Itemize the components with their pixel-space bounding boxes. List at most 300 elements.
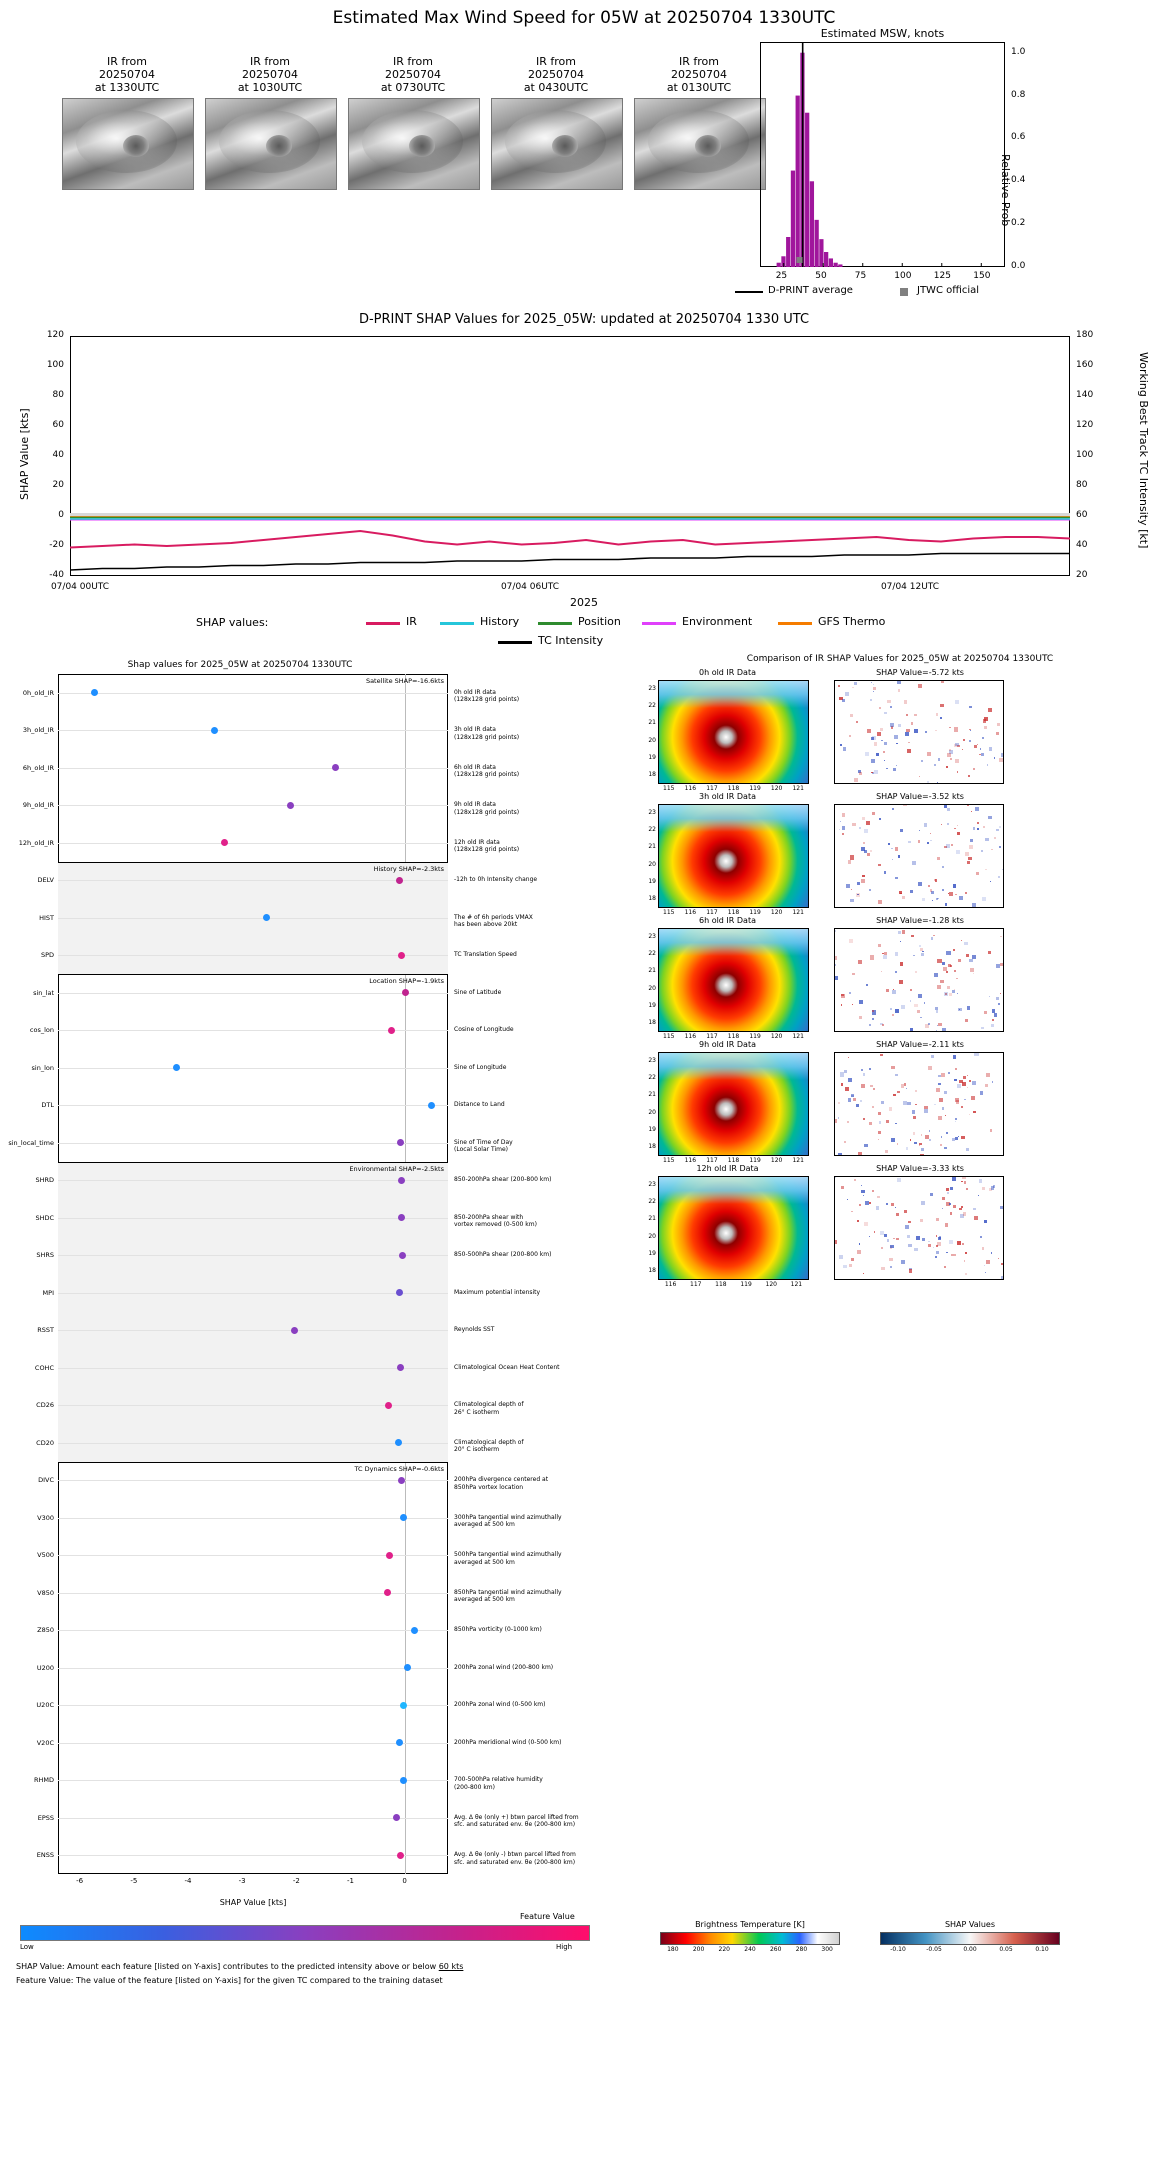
ir-ytick: 22 xyxy=(648,950,656,957)
beeswarm-feature-label: SHRD xyxy=(35,1176,54,1185)
panel-overview xyxy=(0,0,1168,300)
ir-xtick: 119 xyxy=(740,1281,752,1288)
shap-colorbar-tick: -0.05 xyxy=(926,1946,942,1953)
legend-label-intensity: TC Intensity xyxy=(538,634,604,647)
ir-thumb-6h-caption: IR from 20250704 at 0730UTC xyxy=(380,55,446,94)
beeswarm-gridline xyxy=(58,843,448,844)
beeswarm-point xyxy=(396,1739,403,1746)
beeswarm-point xyxy=(396,877,403,884)
ir-ytick: 21 xyxy=(648,967,656,975)
beeswarm-point xyxy=(173,1064,180,1071)
ir-xtick: 115 xyxy=(663,1033,675,1040)
beeswarm-gridline xyxy=(58,1330,448,1331)
ir-xtick: 115 xyxy=(663,1157,675,1164)
ir-ytick: 23 xyxy=(648,1180,656,1188)
beeswarm-feature-label: HIST xyxy=(39,913,54,922)
ir-thumb-9h xyxy=(491,55,621,190)
ir-xtick: 118 xyxy=(727,909,740,916)
ir-shap-map xyxy=(834,1052,1004,1156)
ir-ytick: 23 xyxy=(648,932,656,940)
beeswarm-feature-label: SPD xyxy=(40,951,54,960)
legend-label-history: History xyxy=(480,615,520,628)
beeswarm-gridline xyxy=(58,1818,448,1819)
dprint-legend-label: D-PRINT average xyxy=(768,285,853,296)
ir-xtick: 115 xyxy=(663,909,675,916)
beeswarm-feature-desc: TC Translation Speed xyxy=(454,951,517,959)
legend-swatch-environment xyxy=(642,622,676,625)
ir-xtick: 119 xyxy=(749,785,761,792)
beeswarm-feature-desc: 850-200hPa shear with vortex removed (0-500 km) xyxy=(454,1213,537,1229)
ir-data-title: 3h old IR Data xyxy=(698,792,756,801)
legend-swatch-gfs xyxy=(778,622,812,625)
ir-shap-title: SHAP Value=-3.52 kts xyxy=(876,792,964,801)
histogram-x-tick: 25 xyxy=(775,271,788,281)
ir-xtick: 118 xyxy=(727,785,740,792)
beeswarm-feature-desc: -12h to 0h Intensity change xyxy=(454,876,538,884)
ir-xtick: 116 xyxy=(684,785,697,792)
ir-ytick: 22 xyxy=(648,826,656,833)
histogram-bars xyxy=(760,42,1005,267)
beeswarm-feature-label: V850 xyxy=(37,1588,54,1597)
ir-xtick: 118 xyxy=(715,1281,727,1288)
histogram-y-tick: 0.8 xyxy=(1011,89,1026,100)
beeswarm-xtick: -4 xyxy=(184,1877,192,1885)
beeswarm-gridline xyxy=(58,1518,448,1519)
ir-thumb-0h xyxy=(62,55,192,190)
beeswarm-gridline xyxy=(58,1180,448,1181)
legend-label-gfs: GFS Thermo xyxy=(818,615,886,628)
bt-colorbar-title: Brightness Temperature [K] xyxy=(695,1920,805,1929)
beeswarm-gridline xyxy=(58,1705,448,1706)
beeswarm-feature-label: V300 xyxy=(37,1513,54,1522)
ir-comparison-title: Comparison of IR SHAP Values for 2025_05W at 20250704 1330UTC xyxy=(746,654,1054,664)
colorbar-title: Feature Value xyxy=(520,1912,575,1921)
ir-ytick: 19 xyxy=(648,754,656,761)
beeswarm-gridline xyxy=(58,1368,448,1369)
ir-ytick: 20 xyxy=(648,1108,656,1116)
ir-shap-map xyxy=(834,804,1004,908)
ir-ytick: 19 xyxy=(648,1250,656,1257)
beeswarm-feature-desc: 200hPa zonal wind (0-500 km) xyxy=(454,1701,546,1709)
ir-xtick: 121 xyxy=(792,1033,804,1040)
timeseries-ytick-right: 100 xyxy=(1076,450,1094,460)
beeswarm-point xyxy=(91,689,98,696)
beeswarm-group-divider xyxy=(58,974,448,975)
beeswarm-feature-label: DTL xyxy=(41,1101,54,1110)
beeswarm-point xyxy=(396,1289,403,1296)
ir-ytick: 18 xyxy=(648,1143,656,1151)
legend-label-environment: Environment xyxy=(682,615,753,628)
colorbar-low-label: Low xyxy=(20,1943,34,1951)
beeswarm-gridline xyxy=(58,805,448,806)
timeseries-ytick-left: 0 xyxy=(58,510,64,520)
ir-xtick: 119 xyxy=(749,1033,761,1040)
beeswarm-point xyxy=(388,1027,395,1034)
ir-ytick: 19 xyxy=(648,1002,656,1009)
beeswarm-feature-desc: 850-200hPa shear (200-800 km) xyxy=(454,1176,552,1184)
beeswarm-feature-label: cos_lon xyxy=(29,1026,54,1035)
ir-thumb-6h-image xyxy=(348,98,480,190)
bt-colorbar-tick: 200 xyxy=(692,1946,705,1953)
beeswarm-feature-label: U200 xyxy=(36,1663,54,1672)
ir-data-image xyxy=(658,928,809,1032)
dprint-line-swatch xyxy=(735,291,763,293)
beeswarm-point xyxy=(211,727,218,734)
beeswarm-gridline xyxy=(58,1443,448,1444)
beeswarm-feature-label: EPSS xyxy=(37,1813,54,1822)
histogram-x-tick: 50 xyxy=(815,271,827,281)
beeswarm-feature-desc: 0h old IR data (128x128 grid points) xyxy=(454,688,520,704)
ir-xtick: 121 xyxy=(792,909,804,916)
beeswarm-point xyxy=(397,1852,404,1859)
beeswarm-xlabel: SHAP Value [kts] xyxy=(219,1898,287,1907)
timeseries-ytick-right: 20 xyxy=(1076,570,1088,580)
timeseries-ytick-left: 40 xyxy=(52,450,64,460)
histogram-y-tick: 0.2 xyxy=(1011,218,1026,229)
beeswarm-feature-desc: 6h old IR data (128x128 grid points) xyxy=(454,763,520,779)
histogram-ylabel: Relative Prob xyxy=(999,154,1012,227)
bt-colorbar-tick: 180 xyxy=(667,1946,679,1953)
ir-ytick: 22 xyxy=(648,1074,656,1081)
ir-shap-map xyxy=(834,928,1004,1032)
beeswarm-group-divider xyxy=(58,1462,448,1463)
ir-thumb-0h-image xyxy=(62,98,194,190)
beeswarm-feature-label: SHRS xyxy=(36,1251,54,1260)
beeswarm-gridline xyxy=(58,1068,448,1069)
timeseries-xlabel: 2025 xyxy=(570,596,598,609)
shap-colorbar-title: SHAP Values xyxy=(944,1920,996,1929)
beeswarm-point xyxy=(287,802,294,809)
ir-ytick: 23 xyxy=(648,684,656,692)
timeseries-ytick-left: 120 xyxy=(46,330,64,340)
ir-xtick: 116 xyxy=(664,1281,677,1288)
ir-data-image xyxy=(658,804,809,908)
ir-thumb-12h-caption: IR from 20250704 at 0130UTC xyxy=(666,55,732,94)
ir-xtick: 117 xyxy=(706,909,718,916)
ir-xtick: 115 xyxy=(663,785,675,792)
ir-thumb-9h-caption: IR from 20250704 at 0430UTC xyxy=(523,55,589,94)
beeswarm-gridline xyxy=(58,768,448,769)
jtwc-legend-label: JTWC official xyxy=(917,285,980,296)
timeseries-xtick: 07/04 00UTC xyxy=(50,582,110,592)
beeswarm-feature-label: CD26 xyxy=(36,1401,54,1410)
beeswarm-xtick: -1 xyxy=(347,1877,354,1885)
histogram-x-tick: 125 xyxy=(933,271,951,281)
timeseries-ylabel-left: SHAP Value [kts] xyxy=(18,408,31,500)
beeswarm-point xyxy=(395,1439,402,1446)
legend-swatch-position xyxy=(538,622,572,625)
beeswarm-feature-label: CD20 xyxy=(36,1438,54,1447)
histogram-y-tick: 0.4 xyxy=(1011,175,1026,186)
beeswarm-gridline xyxy=(58,1255,448,1256)
beeswarm-point xyxy=(385,1402,392,1409)
histogram-title: Estimated MSW, knots xyxy=(820,27,945,40)
ir-xtick: 117 xyxy=(706,785,718,792)
beeswarm-gridline xyxy=(58,993,448,994)
beeswarm-point xyxy=(384,1589,391,1596)
beeswarm-group-band xyxy=(58,1162,448,1462)
ir-thumb-6h xyxy=(348,55,478,190)
beeswarm-gridline xyxy=(58,1143,448,1144)
beeswarm-xtick: -3 xyxy=(238,1877,246,1885)
beeswarm-point xyxy=(404,1664,411,1671)
ir-xtick: 117 xyxy=(690,1281,702,1288)
beeswarm-feature-label: RHMD xyxy=(33,1776,54,1785)
beeswarm-gridline xyxy=(58,1105,448,1106)
beeswarm-gridline xyxy=(58,955,448,956)
histogram-x-tick: 150 xyxy=(973,271,991,281)
ir-ytick: 21 xyxy=(648,719,656,727)
beeswarm-feature-desc: 500hPa tangential wind azimuthally averaged at 500 km xyxy=(454,1551,562,1566)
beeswarm-group-divider xyxy=(58,862,448,863)
timeseries-plot xyxy=(70,336,1070,576)
bt-colorbar-tick: 280 xyxy=(795,1946,808,1953)
ir-xtick: 117 xyxy=(706,1033,718,1040)
beeswarm-point xyxy=(332,764,339,771)
ir-data-image xyxy=(658,1052,809,1156)
ir-data-title: 12h old IR Data xyxy=(696,1164,759,1173)
beeswarm-feature-desc: 300hPa tangential wind azimuthally averaged at 500 km xyxy=(454,1513,562,1529)
beeswarm-group-divider xyxy=(58,1162,448,1163)
timeseries-ytick-left: -40 xyxy=(49,570,64,580)
ir-xtick: 117 xyxy=(706,1157,718,1164)
beeswarm-feature-label: 12h_old_IR xyxy=(18,838,54,847)
ir-ytick: 22 xyxy=(648,702,656,709)
beeswarm-feature-desc: Avg. Δ θe (only +) btwn parcel lifted from sfc. and saturated env. θe (200-800 km) xyxy=(454,1813,579,1829)
footnote-feature-value: Feature Value: The value of the feature [listed on Y-axis] for the given TC compared to the training dataset xyxy=(16,1976,443,1985)
beeswarm-feature-desc: Reynolds SST xyxy=(454,1326,495,1334)
ir-xtick: 120 xyxy=(770,1033,783,1040)
page-title: Estimated Max Wind Speed for 05W at 20250704 1330UTC xyxy=(332,8,836,28)
ir-ytick: 23 xyxy=(648,808,656,816)
beeswarm-feature-desc: Climatological depth of 26° C isotherm xyxy=(454,1401,524,1416)
ir-data-title: 9h old IR Data xyxy=(698,1040,756,1049)
ir-ytick: 18 xyxy=(648,1019,656,1027)
ir-shap-map xyxy=(834,1176,1004,1280)
shap-colorbar-tick: -0.10 xyxy=(890,1946,906,1953)
beeswarm-feature-label: RSST xyxy=(37,1326,54,1335)
beeswarm-xtick: -5 xyxy=(130,1877,138,1885)
ir-xtick: 120 xyxy=(770,909,783,916)
ir-ytick: 18 xyxy=(648,1267,656,1275)
beeswarm-feature-desc: Sine of Longitude xyxy=(454,1063,507,1071)
beeswarm-gridline xyxy=(58,1668,448,1669)
histogram-x-tick: 100 xyxy=(894,271,912,281)
beeswarm-feature-desc: 850hPa vorticity (0-1000 km) xyxy=(454,1626,542,1634)
timeseries-ytick-left: 100 xyxy=(46,360,64,370)
ir-ytick: 21 xyxy=(648,843,656,851)
ir-ytick: 18 xyxy=(648,771,656,779)
beeswarm-point xyxy=(398,1177,405,1184)
ir-xtick: 120 xyxy=(770,785,783,792)
beeswarm-feature-label: sin_lat xyxy=(33,988,54,997)
histogram-y-tick: 0.6 xyxy=(1011,132,1026,143)
beeswarm-gridline xyxy=(58,1855,448,1856)
ir-xtick: 118 xyxy=(727,1033,740,1040)
legend-swatch-history xyxy=(440,622,474,625)
ir-thumb-3h-caption: IR from 20250704 at 1030UTC xyxy=(237,55,303,94)
beeswarm-point xyxy=(386,1552,393,1559)
ir-data-image xyxy=(658,680,809,784)
beeswarm-feature-desc: 200hPa zonal wind (200-800 km) xyxy=(454,1663,554,1671)
beeswarm-point xyxy=(428,1102,435,1109)
bt-colorbar-tick: 240 xyxy=(744,1946,756,1953)
ir-xtick: 121 xyxy=(790,1281,803,1288)
beeswarm-feature-label: 3h_old_IR xyxy=(22,726,54,735)
beeswarm-feature-label: V20C xyxy=(36,1738,54,1747)
ir-xtick: 116 xyxy=(684,909,697,916)
beeswarm-group-header: Environmental SHAP=-2.5kts xyxy=(349,1164,444,1173)
beeswarm-point xyxy=(400,1514,407,1521)
timeseries-ytick-right: 60 xyxy=(1076,510,1088,520)
ir-ytick: 23 xyxy=(648,1056,656,1064)
timeseries-ytick-left: -20 xyxy=(49,540,64,550)
beeswarm-point xyxy=(399,1252,406,1259)
timeseries-ytick-left: 60 xyxy=(52,420,64,430)
ir-shap-title: SHAP Value=-2.11 kts xyxy=(876,1040,964,1049)
beeswarm-gridline xyxy=(58,1293,448,1294)
beeswarm-point xyxy=(400,1702,407,1709)
timeseries-ytick-left: 20 xyxy=(52,480,64,490)
ir-ytick: 19 xyxy=(648,1126,656,1133)
timeseries-xtick: 07/04 12UTC xyxy=(880,582,940,592)
ir-shap-title: SHAP Value=-5.72 kts xyxy=(876,668,964,677)
beeswarm-feature-label: DIVC xyxy=(38,1476,54,1485)
beeswarm-point xyxy=(393,1814,400,1821)
beeswarm-gridline xyxy=(58,1780,448,1781)
beeswarm-feature-desc: Sine of Latitude xyxy=(454,988,502,996)
bt-colorbar-tick: 300 xyxy=(821,1946,833,1953)
beeswarm-feature-desc: Sine of Time of Day (Local Solar Time) xyxy=(454,1138,513,1154)
ir-data-title: 6h old IR Data xyxy=(698,916,756,925)
beeswarm-gridline xyxy=(58,880,448,881)
ir-shap-map xyxy=(834,680,1004,784)
ir-xtick: 119 xyxy=(749,909,761,916)
beeswarm-feature-label: MPI xyxy=(42,1288,54,1297)
ir-thumb-3h xyxy=(205,55,335,190)
beeswarm-feature-label: U20C xyxy=(36,1701,54,1710)
beeswarm-feature-desc: The # of 6h periods VMAX has been above 20kt xyxy=(454,913,533,929)
jtwc-marker-swatch xyxy=(900,288,908,296)
histogram-y-tick: 1.0 xyxy=(1011,46,1026,57)
beeswarm-feature-label: SHDC xyxy=(35,1213,54,1222)
ir-xtick: 116 xyxy=(684,1157,697,1164)
beeswarm-feature-desc: 12h old IR data (128x128 grid points) xyxy=(454,838,520,854)
beeswarm-feature-label: Z850 xyxy=(37,1626,54,1635)
timeseries-ytick-right: 40 xyxy=(1076,540,1088,550)
beeswarm-gridline xyxy=(58,1218,448,1219)
beeswarm-feature-label: ENSS xyxy=(36,1851,54,1860)
beeswarm-feature-desc: 200hPa divergence centered at 850hPa vortex location xyxy=(454,1476,549,1491)
histogram-x-tick: 75 xyxy=(854,271,867,281)
timeseries-ytick-right: 80 xyxy=(1076,480,1088,490)
ir-data-title: 0h old IR Data xyxy=(698,668,756,677)
timeseries-ytick-right: 180 xyxy=(1076,330,1094,340)
beeswarm-gridline xyxy=(58,1743,448,1744)
panel-feature-attribution xyxy=(0,650,1168,2158)
beeswarm-xtick: -6 xyxy=(76,1877,84,1885)
shap-colorbar-tick: 0.10 xyxy=(1035,1946,1049,1953)
beeswarm-feature-desc: Climatological Ocean Heat Content xyxy=(454,1363,560,1371)
feature-value-colorbar xyxy=(20,1925,590,1941)
bt-colorbar-tick: 260 xyxy=(769,1946,782,1953)
beeswarm-feature-desc: 9h old IR data (128x128 grid points) xyxy=(454,801,520,816)
beeswarm-gridline xyxy=(58,918,448,919)
colorbar-high-label: High xyxy=(556,1943,573,1951)
timeseries-xtick: 07/04 06UTC xyxy=(500,582,560,592)
ir-ytick: 20 xyxy=(648,984,656,992)
beeswarm-feature-desc: 700-500hPa relative humidity (200-800 km) xyxy=(454,1776,543,1791)
ir-xtick: 121 xyxy=(792,785,804,792)
timeseries-legend-title: SHAP values: xyxy=(196,616,269,629)
bt-colorbar-tick: 220 xyxy=(718,1946,730,1953)
beeswarm-group-header: Satellite SHAP=-16.6kts xyxy=(365,677,444,685)
ir-xtick: 120 xyxy=(770,1157,783,1164)
ir-ytick: 20 xyxy=(648,1232,656,1240)
legend-label-ir: IR xyxy=(406,615,417,628)
ir-data-image xyxy=(658,1176,809,1280)
beeswarm-feature-desc: 200hPa meridional wind (0-500 km) xyxy=(454,1738,562,1746)
beeswarm-feature-desc: 3h old IR data (128x128 grid points) xyxy=(454,726,520,741)
timeseries-title: D-PRINT SHAP Values for 2025_05W: updated at 20250704 1330 UTC xyxy=(358,312,810,327)
timeseries-ytick-right: 120 xyxy=(1076,420,1094,430)
ir-ytick: 21 xyxy=(648,1091,656,1099)
ir-ytick: 18 xyxy=(648,895,656,903)
beeswarm-feature-desc: Avg. Δ θe (only -) btwn parcel lifted from sfc. and saturated env. θe (200-800 km) xyxy=(454,1851,576,1866)
ir-ytick: 20 xyxy=(648,736,656,744)
bt-colorbar xyxy=(660,1932,840,1945)
beeswarm-title: Shap values for 2025_05W at 20250704 1330UTC xyxy=(127,660,353,670)
beeswarm-feature-desc: Cosine of Longitude xyxy=(454,1026,514,1034)
beeswarm-feature-label: 6h_old_IR xyxy=(22,763,54,772)
ir-shap-title: SHAP Value=-3.33 kts xyxy=(876,1164,964,1173)
beeswarm-feature-desc: Distance to Land xyxy=(454,1101,505,1109)
timeseries-ylabel-right: Working Best Track TC Intensity [kt] xyxy=(1137,352,1150,549)
beeswarm-group-header: Location SHAP=-1.9kts xyxy=(369,977,444,985)
beeswarm-gridline xyxy=(58,1630,448,1631)
beeswarm-feature-label: V500 xyxy=(37,1551,54,1560)
legend-swatch-intensity xyxy=(498,641,532,644)
msw-histogram xyxy=(740,27,1026,296)
ir-thumb-3h-image xyxy=(205,98,337,190)
beeswarm-point xyxy=(402,989,409,996)
timeseries-ytick-right: 140 xyxy=(1076,390,1094,400)
ir-xtick: 118 xyxy=(727,1157,740,1164)
beeswarm-gridline xyxy=(58,730,448,731)
ir-thumb-9h-image xyxy=(491,98,623,190)
beeswarm-point xyxy=(291,1327,298,1334)
beeswarm-xtick: 0 xyxy=(402,1877,407,1885)
ir-xtick: 116 xyxy=(684,1033,697,1040)
ir-xtick: 121 xyxy=(792,1157,804,1164)
ir-ytick: 22 xyxy=(648,1198,656,1205)
beeswarm-feature-label: DELV xyxy=(37,876,54,885)
beeswarm-group-header: History SHAP=-2.3kts xyxy=(373,864,444,873)
ir-shap-title: SHAP Value=-1.28 kts xyxy=(876,916,964,925)
beeswarm-point xyxy=(397,1139,404,1146)
legend-label-position: Position xyxy=(578,615,621,628)
beeswarm-feature-desc: 850-500hPa shear (200-800 km) xyxy=(454,1251,552,1259)
beeswarm-feature-label: sin_local_time xyxy=(8,1138,54,1147)
beeswarm-gridline xyxy=(58,693,448,694)
beeswarm-feature-label: COHC xyxy=(34,1363,54,1372)
beeswarm-feature-label: 9h_old_IR xyxy=(22,801,54,810)
ir-ytick: 19 xyxy=(648,878,656,885)
ir-ytick: 20 xyxy=(648,860,656,868)
beeswarm-point xyxy=(400,1777,407,1784)
beeswarm-feature-desc: 850hPa tangential wind azimuthally averaged at 500 km xyxy=(454,1588,562,1604)
beeswarm-group-header: TC Dynamics SHAP=-0.6kts xyxy=(354,1464,444,1473)
